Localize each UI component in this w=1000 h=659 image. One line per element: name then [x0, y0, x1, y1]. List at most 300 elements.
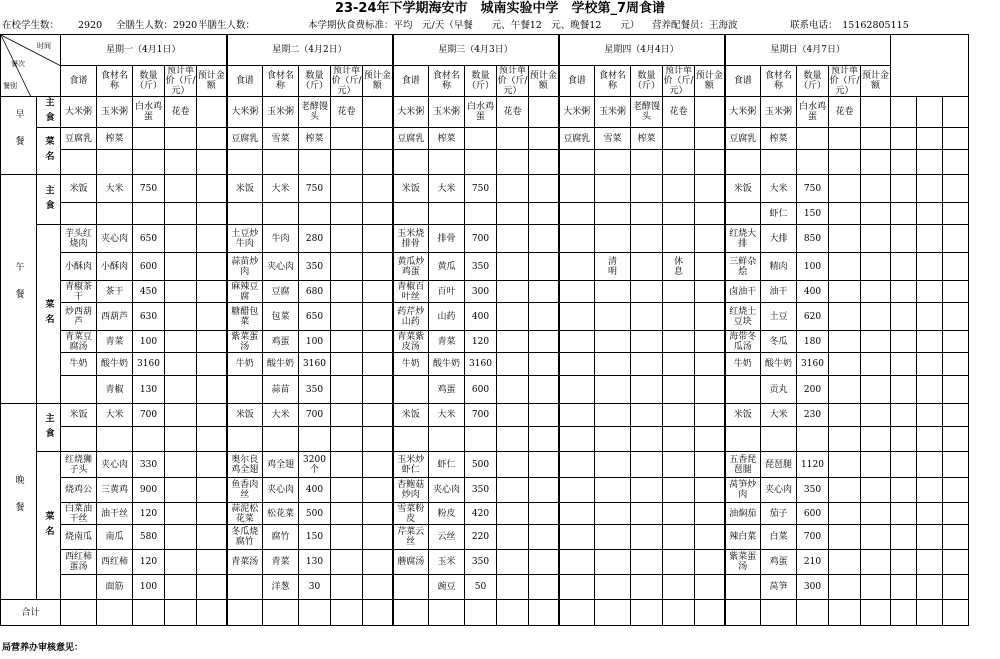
menu-cell — [861, 376, 891, 404]
menu-cell: 青菜汤 — [227, 550, 263, 575]
total-cell — [861, 600, 891, 626]
menu-cell — [631, 281, 663, 303]
menu-cell: 榨菜 — [429, 128, 465, 150]
total-cell — [595, 600, 631, 626]
menu-cell: 豆腐乳 — [227, 128, 263, 150]
total-cell — [331, 600, 363, 626]
menu-cell — [663, 376, 695, 404]
menu-cell: 酸牛奶 — [429, 353, 465, 376]
menu-cell — [227, 575, 263, 600]
menu-cell — [631, 376, 663, 404]
blank-cell — [917, 225, 943, 253]
menu-cell — [829, 376, 861, 404]
menu-cell: 面筋 — [97, 575, 133, 600]
menu-cell — [197, 452, 227, 478]
menu-cell — [631, 550, 663, 575]
menu-cell: 紫菜蛋汤 — [227, 331, 263, 353]
menu-cell — [559, 150, 595, 175]
blank-cell — [891, 525, 917, 550]
menu-cell: 350 — [299, 253, 331, 281]
menu-cell — [363, 303, 393, 331]
menu-cell — [197, 575, 227, 600]
menu-cell: 休 息 — [663, 253, 695, 281]
menu-cell: 850 — [797, 225, 829, 253]
menu-cell: 米饭 — [61, 404, 97, 427]
menu-cell — [529, 281, 559, 303]
column-header: 食材名称 — [263, 66, 299, 97]
blank-cell — [891, 503, 917, 525]
menu-cell: 120 — [133, 503, 165, 525]
menu-cell — [529, 150, 559, 175]
menu-cell — [559, 303, 595, 331]
menu-cell: 玉米粥 — [97, 97, 133, 128]
menu-cell: 650 — [299, 303, 331, 331]
menu-cell: 白菜油干丝 — [61, 503, 97, 525]
menu-cell: 雪菜 — [595, 128, 631, 150]
menu-cell — [133, 203, 165, 225]
menu-cell — [227, 376, 263, 404]
total-cell — [695, 600, 725, 626]
menu-cell: 鸡全翅 — [263, 452, 299, 478]
menu-cell — [631, 253, 663, 281]
menu-cell — [363, 331, 393, 353]
menu-cell: 蒜苗炒肉 — [227, 253, 263, 281]
menu-cell — [299, 427, 331, 452]
menu-cell — [363, 376, 393, 404]
blank-cell — [943, 404, 969, 427]
row-type-label: 主食 — [37, 404, 61, 452]
menu-cell — [165, 376, 197, 404]
menu-cell — [695, 478, 725, 503]
menu-cell: 750 — [465, 175, 497, 203]
menu-cell: 老酵馒头 — [299, 97, 331, 128]
menu-cell — [363, 281, 393, 303]
menu-cell: 180 — [797, 331, 829, 353]
menu-cell — [663, 281, 695, 303]
menu-cell — [497, 128, 529, 150]
menu-cell — [829, 452, 861, 478]
menu-cell: 130 — [133, 376, 165, 404]
menu-cell — [165, 525, 197, 550]
menu-cell — [331, 225, 363, 253]
menu-cell: 药芹炒山药 — [393, 303, 429, 331]
menu-cell — [197, 203, 227, 225]
total-cell — [197, 600, 227, 626]
menu-cell — [429, 150, 465, 175]
blank-cell — [917, 550, 943, 575]
day-header: 星期二（4月2日） — [227, 35, 393, 66]
menu-cell: 红烧狮子头 — [61, 452, 97, 478]
menu-cell — [331, 253, 363, 281]
menu-cell: 贡丸 — [761, 376, 797, 404]
menu-cell — [829, 550, 861, 575]
menu-cell: 玉米烧排骨 — [393, 225, 429, 253]
menu-cell — [497, 503, 529, 525]
menu-cell — [829, 525, 861, 550]
blank-cell — [943, 575, 969, 600]
menu-cell — [861, 203, 891, 225]
column-header: 预计金额 — [197, 66, 227, 97]
menu-cell: 750 — [133, 175, 165, 203]
menu-cell — [497, 550, 529, 575]
menu-cell: 豌豆 — [429, 575, 465, 600]
menu-cell: 鸡蛋 — [761, 550, 797, 575]
menu-cell — [559, 203, 595, 225]
menu-cell — [595, 225, 631, 253]
menu-cell: 大米粥 — [725, 97, 761, 128]
menu-cell: 土豆 — [761, 303, 797, 331]
menu-cell: 大米 — [263, 404, 299, 427]
menu-cell — [165, 353, 197, 376]
menu-cell: 夹心肉 — [761, 478, 797, 503]
column-header: 食谱 — [393, 66, 429, 97]
menu-cell — [61, 150, 97, 175]
menu-cell — [227, 203, 263, 225]
menu-cell — [363, 404, 393, 427]
blank-cell — [891, 281, 917, 303]
menu-cell: 夹心肉 — [263, 478, 299, 503]
menu-cell — [631, 427, 663, 452]
meal-label: 晚餐 — [1, 404, 37, 600]
column-header: 食材名称 — [429, 66, 465, 97]
menu-cell: 南瓜 — [97, 525, 133, 550]
menu-cell — [829, 203, 861, 225]
row-type-label: 主食 — [37, 97, 61, 128]
menu-cell: 三黄鸡 — [97, 478, 133, 503]
menu-cell — [61, 575, 97, 600]
column-header: 食谱 — [559, 66, 595, 97]
menu-cell: 青菜豆腐汤 — [61, 331, 97, 353]
menu-cell — [631, 175, 663, 203]
menu-cell: 450 — [133, 281, 165, 303]
menu-cell: 百叶 — [429, 281, 465, 303]
menu-cell — [363, 150, 393, 175]
menu-cell: 冬瓜 — [761, 331, 797, 353]
menu-cell — [861, 303, 891, 331]
menu-cell: 蘑腐汤 — [393, 550, 429, 575]
menu-cell — [331, 281, 363, 303]
menu-cell — [197, 175, 227, 203]
menu-cell — [595, 404, 631, 427]
menu-cell — [861, 281, 891, 303]
menu-cell — [663, 353, 695, 376]
menu-cell: 粉皮 — [429, 503, 465, 525]
menu-cell — [165, 303, 197, 331]
menu-cell — [363, 575, 393, 600]
menu-cell — [631, 331, 663, 353]
blank-cell — [917, 253, 943, 281]
menu-cell — [761, 427, 797, 452]
menu-cell — [227, 150, 263, 175]
menu-cell — [363, 427, 393, 452]
menu-cell: 夹心肉 — [429, 478, 465, 503]
menu-cell — [663, 175, 695, 203]
menu-cell — [595, 353, 631, 376]
menu-cell — [829, 331, 861, 353]
blank-cell — [943, 503, 969, 525]
blank-cell — [917, 150, 943, 175]
menu-cell — [529, 331, 559, 353]
menu-cell: 烧南瓜 — [61, 525, 97, 550]
blank-cell — [917, 427, 943, 452]
menu-cell: 大米 — [761, 175, 797, 203]
menu-cell: 榨菜 — [299, 128, 331, 150]
menu-cell: 西红柿蛋汤 — [61, 550, 97, 575]
menu-cell: 牛奶 — [227, 353, 263, 376]
menu-cell — [797, 128, 829, 150]
menu-cell: 花卷 — [165, 97, 197, 128]
menu-cell — [529, 452, 559, 478]
blank-cell — [891, 253, 917, 281]
menu-cell — [331, 303, 363, 331]
total-cell — [663, 600, 695, 626]
menu-cell — [559, 478, 595, 503]
menu-cell — [695, 281, 725, 303]
menu-cell — [595, 175, 631, 203]
menu-cell — [861, 128, 891, 150]
menu-cell — [497, 575, 529, 600]
menu-cell: 油干丝 — [97, 503, 133, 525]
blank-cell — [917, 281, 943, 303]
menu-cell: 米饭 — [227, 175, 263, 203]
menu-cell: 小酥肉 — [97, 253, 133, 281]
menu-cell: 玉米粥 — [761, 97, 797, 128]
menu-cell: 大米粥 — [559, 97, 595, 128]
menu-cell — [393, 575, 429, 600]
blank-cell — [943, 331, 969, 353]
menu-cell: 米饭 — [227, 404, 263, 427]
menu-cell — [363, 525, 393, 550]
menu-cell — [529, 353, 559, 376]
blank-cell — [891, 303, 917, 331]
blank-cell — [891, 427, 917, 452]
menu-cell: 鸡蛋 — [263, 331, 299, 353]
menu-cell: 芋头红烧肉 — [61, 225, 97, 253]
menu-cell: 琵琶腿 — [761, 452, 797, 478]
phone: 联系电话： 15162805115 — [790, 20, 909, 31]
menu-cell: 400 — [299, 478, 331, 503]
menu-cell — [559, 550, 595, 575]
menu-cell — [363, 353, 393, 376]
menu-cell: 卤油干 — [725, 281, 761, 303]
menu-cell — [829, 225, 861, 253]
menu-cell — [363, 175, 393, 203]
menu-cell — [695, 331, 725, 353]
menu-cell — [595, 376, 631, 404]
menu-cell — [595, 150, 631, 175]
total-cell — [393, 600, 429, 626]
menu-cell — [61, 427, 97, 452]
menu-cell — [497, 331, 529, 353]
blank-cell — [891, 203, 917, 225]
menu-cell — [829, 150, 861, 175]
menu-cell — [529, 253, 559, 281]
menu-cell — [559, 281, 595, 303]
menu-cell: 大排 — [761, 225, 797, 253]
menu-cell: 油干 — [761, 281, 797, 303]
menu-cell: 青椒茶干 — [61, 281, 97, 303]
blank-cell — [917, 331, 943, 353]
column-header: 食材名称 — [595, 66, 631, 97]
blank-cell — [891, 376, 917, 404]
menu-cell: 杏鲍菇炒肉 — [393, 478, 429, 503]
menu-cell — [631, 303, 663, 331]
menu-cell — [197, 225, 227, 253]
menu-cell — [165, 225, 197, 253]
menu-cell — [363, 478, 393, 503]
menu-cell — [631, 203, 663, 225]
menu-cell: 350 — [465, 478, 497, 503]
corner-label: 时间 — [37, 42, 51, 50]
menu-cell — [861, 353, 891, 376]
menu-cell: 豆腐乳 — [559, 128, 595, 150]
menu-cell: 榨菜 — [97, 128, 133, 150]
column-header: 预计金额 — [529, 66, 559, 97]
menu-cell: 1120 — [797, 452, 829, 478]
menu-cell — [429, 203, 465, 225]
menu-cell — [595, 281, 631, 303]
menu-cell: 750 — [299, 175, 331, 203]
menu-cell: 奥尔良鸡全翅 — [227, 452, 263, 478]
menu-cell — [197, 253, 227, 281]
menu-cell: 大米粥 — [61, 97, 97, 128]
column-header: 食谱 — [725, 66, 761, 97]
menu-cell: 680 — [299, 281, 331, 303]
menu-cell: 虾仁 — [429, 452, 465, 478]
menu-cell: 茶干 — [97, 281, 133, 303]
blank-cell — [917, 452, 943, 478]
total-cell — [97, 600, 133, 626]
menu-cell: 酸牛奶 — [761, 353, 797, 376]
menu-cell — [331, 203, 363, 225]
menu-cell: 豆腐 — [263, 281, 299, 303]
blank-cell — [891, 128, 917, 150]
menu-cell: 土豆炒牛肉 — [227, 225, 263, 253]
menu-cell — [529, 203, 559, 225]
menu-cell: 100 — [133, 575, 165, 600]
menu-cell: 300 — [465, 281, 497, 303]
menu-cell — [595, 452, 631, 478]
menu-cell — [663, 503, 695, 525]
menu-cell: 西葫芦 — [97, 303, 133, 331]
menu-cell — [559, 353, 595, 376]
students-label: 在校学生数： — [2, 20, 60, 31]
menu-cell — [559, 225, 595, 253]
menu-cell — [861, 253, 891, 281]
menu-cell — [861, 404, 891, 427]
menu-cell — [725, 376, 761, 404]
menu-cell — [725, 150, 761, 175]
menu-cell — [497, 150, 529, 175]
corner-header — [1, 35, 61, 97]
menu-cell — [497, 203, 529, 225]
menu-cell — [465, 128, 497, 150]
blank-cell — [891, 353, 917, 376]
column-header: 预计金额 — [695, 66, 725, 97]
menu-cell — [631, 452, 663, 478]
menu-cell — [529, 575, 559, 600]
menu-cell — [529, 503, 559, 525]
menu-cell — [197, 353, 227, 376]
menu-cell — [393, 150, 429, 175]
menu-cell: 700 — [465, 404, 497, 427]
blank-cell — [943, 452, 969, 478]
column-header: 预计单价（斤/元） — [165, 66, 196, 96]
total-cell — [133, 600, 165, 626]
blank-cell — [917, 353, 943, 376]
menu-cell — [363, 253, 393, 281]
menu-cell — [695, 525, 725, 550]
menu-cell — [595, 203, 631, 225]
menu-cell — [595, 331, 631, 353]
menu-cell — [663, 203, 695, 225]
menu-cell — [497, 404, 529, 427]
menu-cell — [331, 452, 363, 478]
menu-cell: 350 — [299, 376, 331, 404]
menu-cell — [363, 97, 393, 128]
blank-cell — [917, 575, 943, 600]
menu-cell — [393, 427, 429, 452]
menu-cell — [695, 404, 725, 427]
menu-cell: 600 — [465, 376, 497, 404]
menu-cell: 280 — [299, 225, 331, 253]
menu-cell — [797, 427, 829, 452]
menu-cell — [529, 404, 559, 427]
menu-cell: 青菜 — [263, 550, 299, 575]
menu-cell — [165, 150, 197, 175]
menu-cell — [529, 303, 559, 331]
blank-cell — [943, 525, 969, 550]
menu-cell: 黄瓜炒鸡蛋 — [393, 253, 429, 281]
menu-cell: 大米 — [97, 404, 133, 427]
menu-cell — [133, 128, 165, 150]
menu-cell — [331, 478, 363, 503]
menu-cell — [663, 225, 695, 253]
blank-cell — [943, 225, 969, 253]
menu-cell — [197, 97, 227, 128]
blank-cell — [943, 150, 969, 175]
total-cell — [631, 600, 663, 626]
menu-cell: 米饭 — [725, 404, 761, 427]
menu-cell — [331, 575, 363, 600]
menu-cell: 700 — [133, 404, 165, 427]
menu-cell — [363, 203, 393, 225]
menu-cell — [263, 150, 299, 175]
menu-cell: 西红柿 — [97, 550, 133, 575]
blank-cell — [917, 303, 943, 331]
blank-cell — [917, 128, 943, 150]
menu-cell: 220 — [465, 525, 497, 550]
menu-cell — [465, 150, 497, 175]
menu-cell — [631, 353, 663, 376]
row-type-label: 菜名 — [37, 452, 61, 600]
menu-cell — [559, 452, 595, 478]
menu-cell — [695, 203, 725, 225]
menu-cell — [197, 404, 227, 427]
menu-cell: 大米 — [761, 404, 797, 427]
menu-cell: 青菜 — [97, 331, 133, 353]
menu-cell: 大米 — [429, 175, 465, 203]
blank-cell — [917, 600, 943, 626]
menu-cell: 牛奶 — [725, 353, 761, 376]
menu-cell — [663, 427, 695, 452]
menu-cell: 酸牛奶 — [263, 353, 299, 376]
menu-cell: 大米 — [429, 404, 465, 427]
menu-cell — [197, 128, 227, 150]
blank-cell — [943, 303, 969, 331]
menu-cell — [393, 376, 429, 404]
menu-cell — [695, 150, 725, 175]
